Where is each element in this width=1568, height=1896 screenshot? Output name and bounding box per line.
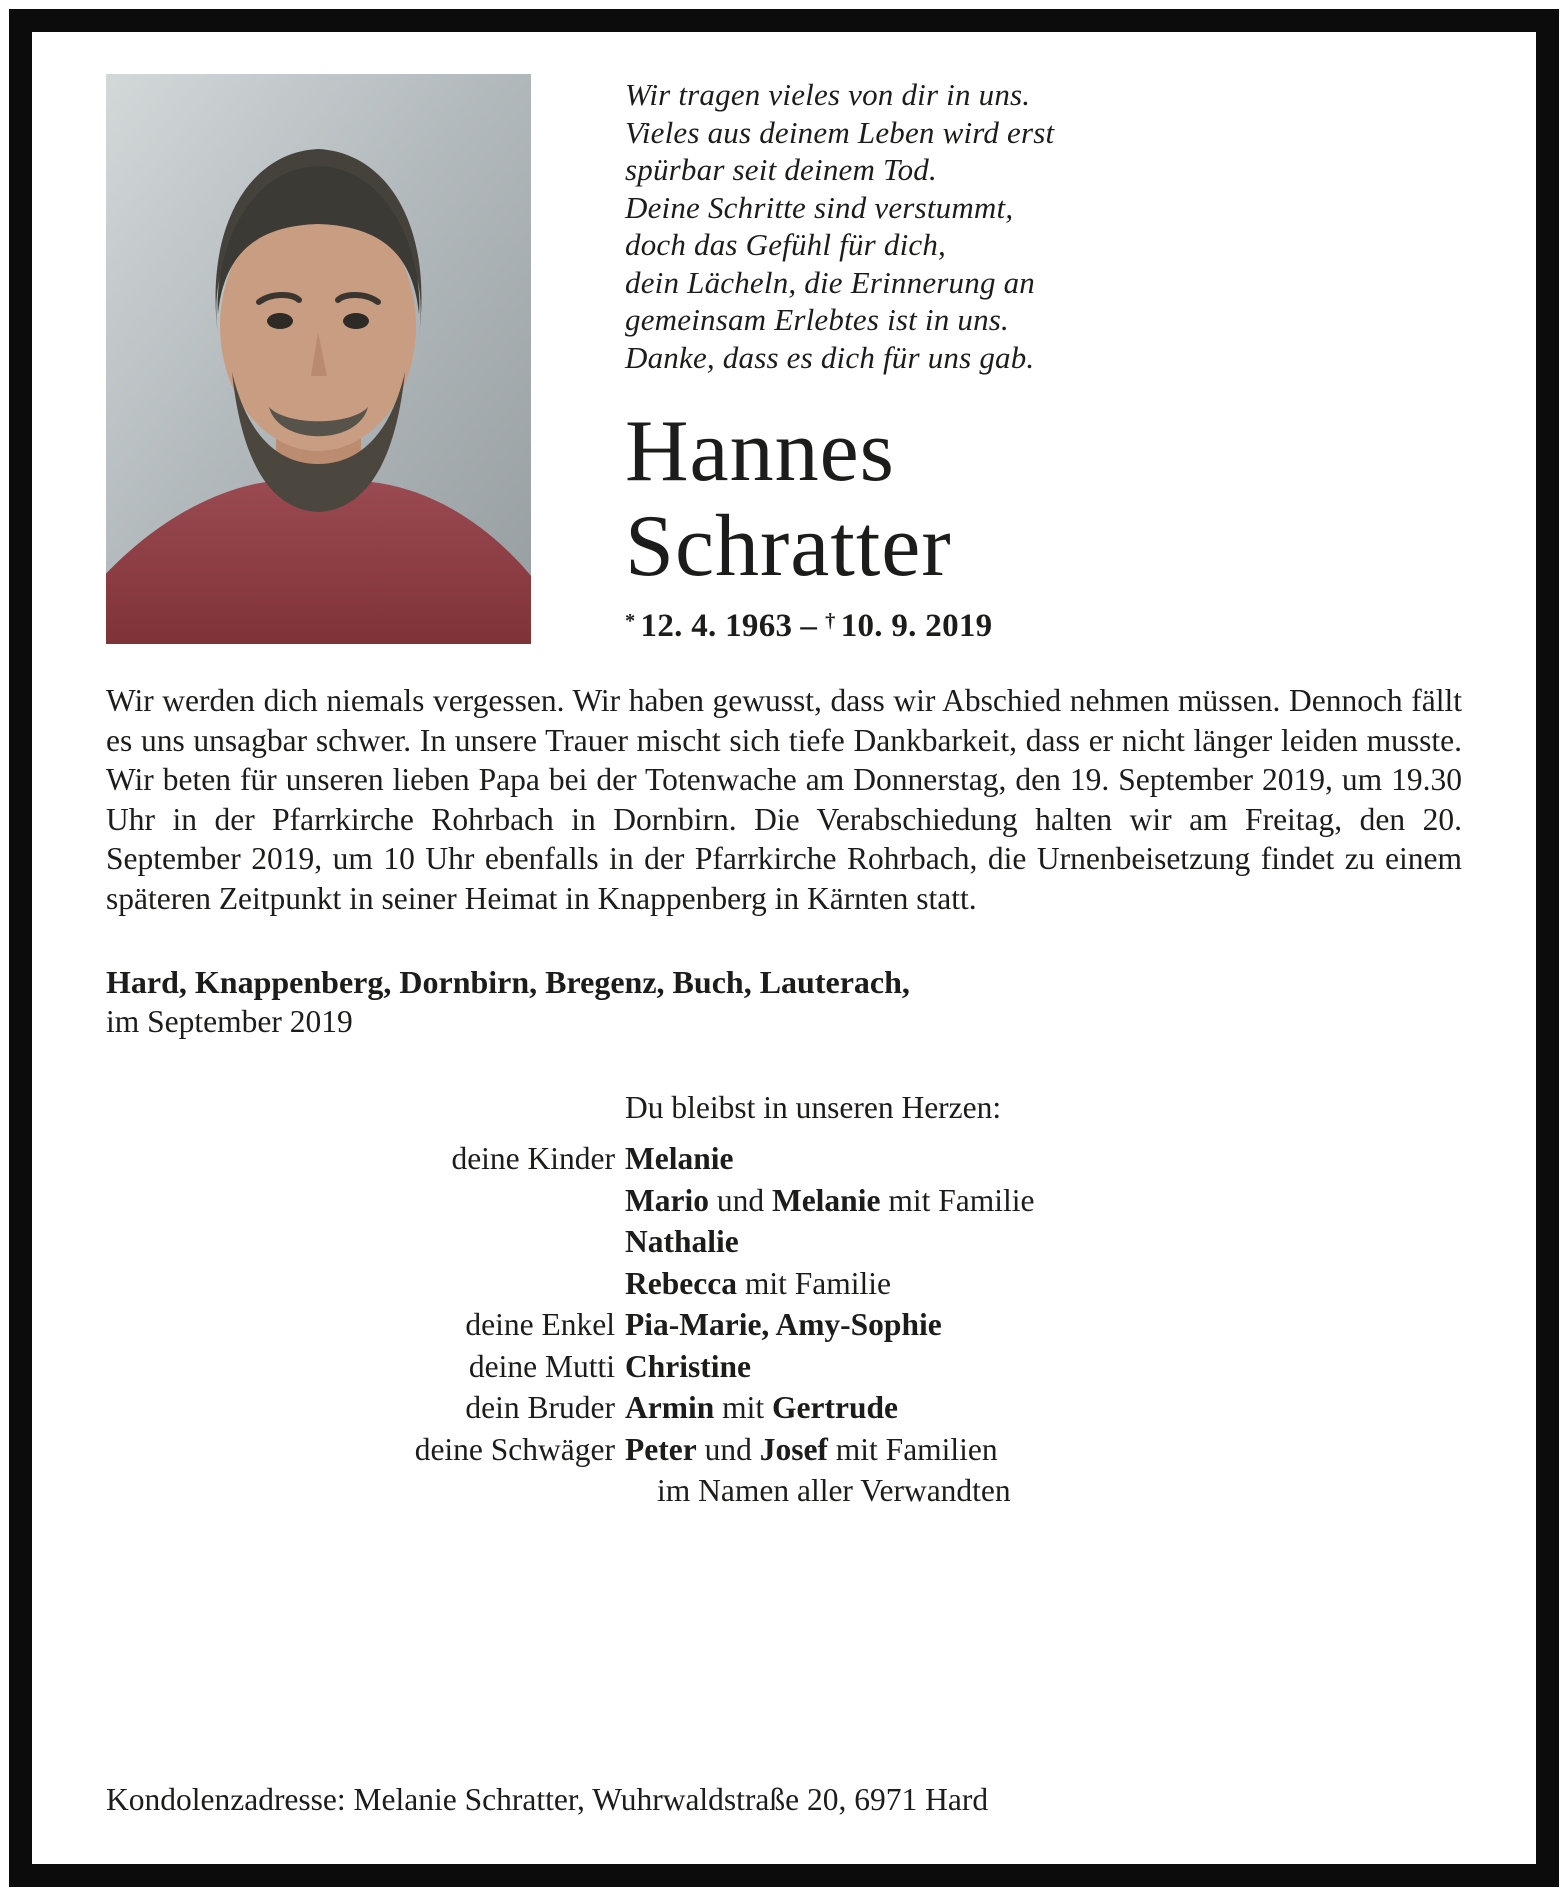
family-row	[106, 1346, 1462, 1388]
family-relation-label	[106, 1263, 625, 1305]
deceased-first-name: Hannes	[625, 403, 895, 500]
family-names: Melanie	[625, 1141, 734, 1176]
date-line: im September 2019	[106, 1004, 353, 1039]
family-row	[106, 1221, 1462, 1263]
header-section	[106, 74, 1462, 645]
family-row	[106, 1470, 1462, 1512]
obituary-frame	[9, 9, 1559, 1887]
family-row	[106, 1387, 1462, 1429]
family-relation-label: deine Kinder	[451, 1141, 615, 1176]
poem-line: Deine Schritte sind verstummt,	[625, 189, 1014, 225]
family-row	[106, 1138, 1462, 1180]
family-names: Pia-Marie, Amy-Sophie	[625, 1307, 942, 1342]
family-relation-label: deine Schwäger	[414, 1431, 615, 1467]
family-names: Peter und Josef mit Familien	[625, 1431, 998, 1467]
family-names: Mario und Melanie mit Familie	[625, 1182, 1035, 1218]
family-names: Armin mit Gertrude	[625, 1390, 898, 1425]
poem-line: gemeinsam Erlebtes ist in uns.	[625, 302, 1009, 337]
places-block	[106, 962, 1462, 1042]
family-row	[106, 1304, 1462, 1346]
death-sign: †	[825, 610, 836, 633]
life-dates	[625, 608, 1462, 645]
deceased-name	[625, 404, 1462, 594]
poem-line: Danke, dass es dich für uns gab.	[625, 339, 1035, 375]
family-row	[106, 1429, 1462, 1471]
announcement-text: Wir werden dich niemals vergessen. Wir haben gewusst, dass wir Abschied nehmen müssen. Dennoch fällt es uns unsagbar schwer. In unsere Trauer mischt sich tiefe Dankbarkeit, dass er nicht länger leiden musste. Wir beten für unseren lieben Papa bei der Totenwache am Donnerstag, den 19. September 2019, um 19.30 Uhr in der Pfarrkirche Rohrbach in Dornbirn. Die Verabschiedung halten wir am Freitag, den 20. September 2019, um 10 Uhr ebenfalls in der Pfarrkirche Rohrbach, die Urnenbeisetzung findet zu einem späteren Zeitpunkt in seiner Heimat in Knappenberg in Kärnten statt.	[106, 683, 1462, 916]
family-row	[106, 1263, 1462, 1305]
family-names: Rebecca mit Familie	[625, 1265, 891, 1301]
deceased-last-name: Schratter	[625, 498, 952, 595]
death-date: 10. 9. 2019	[840, 608, 993, 644]
family-names: Christine	[625, 1348, 751, 1384]
poem-line: doch das Gefühl für dich,	[625, 227, 946, 262]
family-list	[106, 1138, 1462, 1512]
family-relation-label: dein Bruder	[465, 1390, 615, 1425]
poem-line: Vieles aus deinem Leben wird erst	[625, 114, 1055, 150]
birth-sign: *	[625, 610, 636, 633]
poem-line: dein Lächeln, die Erinnerung an	[625, 264, 1036, 300]
poem-line: spürbar seit deinem Tod.	[625, 152, 937, 187]
family-row	[106, 1180, 1462, 1222]
header-right-column	[625, 74, 1462, 645]
family-relation-label: deine Enkel	[465, 1307, 615, 1342]
family-relation-label	[106, 1221, 625, 1263]
memorial-poem	[625, 76, 1462, 376]
family-relation-label: deine Mutti	[468, 1348, 615, 1384]
dates-separator: –	[800, 608, 818, 644]
portrait-photo	[106, 74, 531, 644]
farewell-heading: Du bleibst in unseren Herzen:	[625, 1090, 1002, 1125]
places-line: Hard, Knappenberg, Dornbirn, Bregenz, Buch, Lauterach,	[106, 964, 910, 1000]
poem-line: Wir tragen vieles von dir in uns.	[625, 77, 1031, 112]
family-relation-label	[106, 1180, 625, 1222]
family-names: Nathalie	[625, 1224, 739, 1259]
family-relation-label	[106, 1470, 625, 1512]
condolence-address: Kondolenzadresse: Melanie Schratter, Wuhrwaldstraße 20, 6971 Hard	[106, 1782, 989, 1817]
portrait-placeholder-image	[106, 74, 531, 644]
birth-date: 12. 4. 1963	[640, 608, 793, 644]
family-names: im Namen aller Verwandten	[657, 1473, 1011, 1508]
